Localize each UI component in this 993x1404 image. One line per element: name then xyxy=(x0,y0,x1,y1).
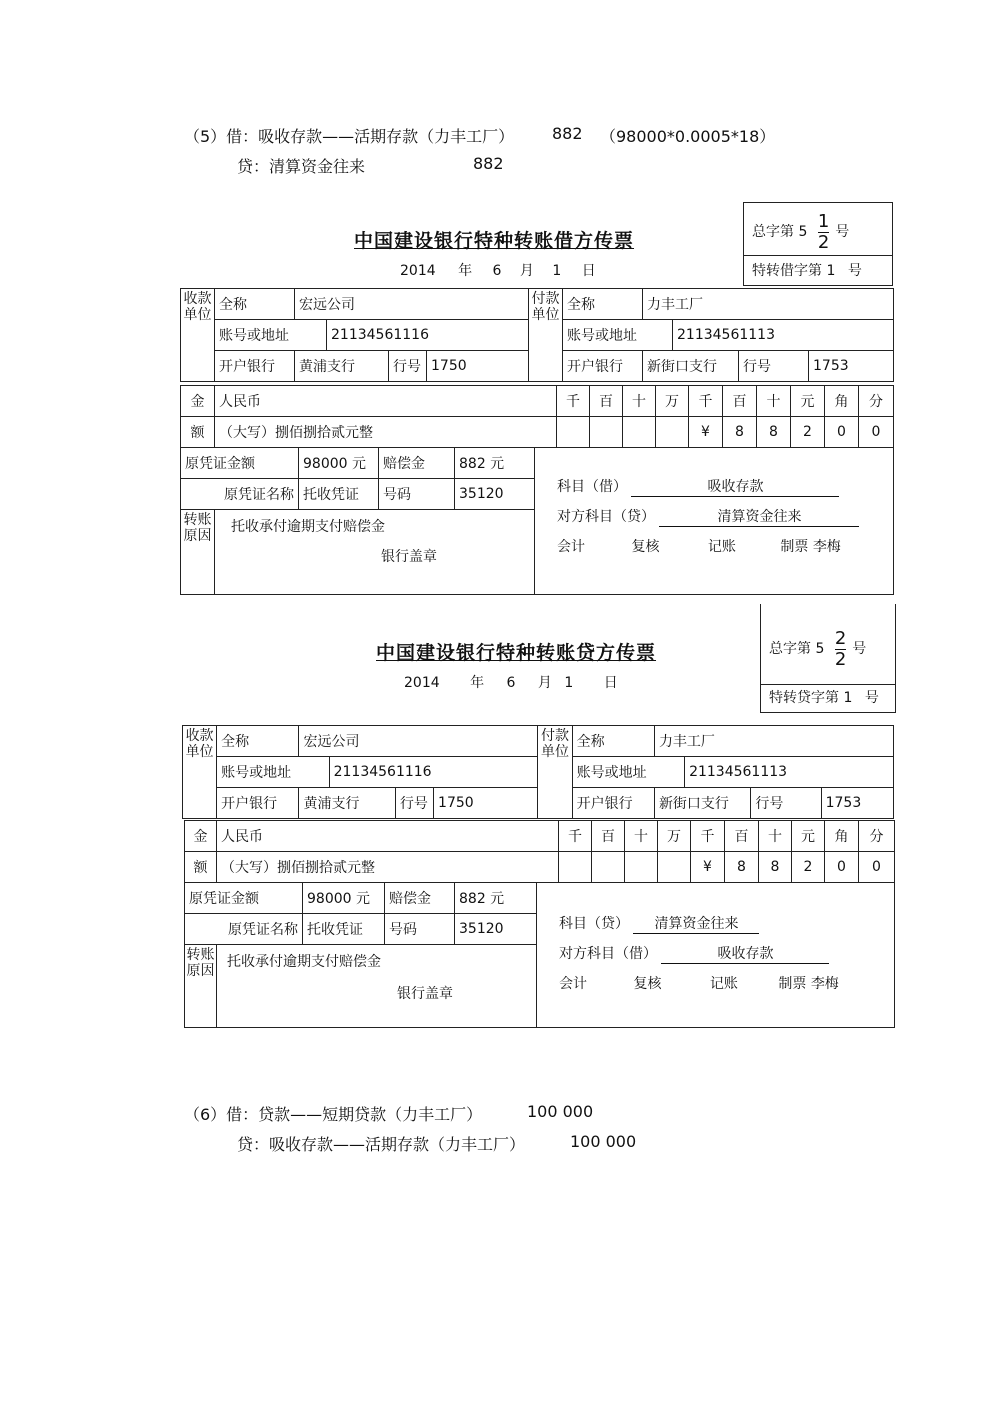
reason-block xyxy=(215,510,535,595)
amount-table xyxy=(184,820,895,883)
sign-maker: 制票 xyxy=(780,539,809,555)
digit-header: 千 xyxy=(557,386,590,417)
payee-bank-label: 开户银行 xyxy=(215,351,295,382)
sign-review: 复核 xyxy=(633,976,662,992)
payee-label: 收款单位 xyxy=(183,726,217,819)
digit-header: 百 xyxy=(723,386,757,417)
amount-label-2: 额 xyxy=(181,417,215,448)
payer-name: 力丰工厂 xyxy=(643,289,894,320)
orig-amount: 98000 元 xyxy=(299,448,379,479)
number-label: 号码 xyxy=(379,479,455,510)
digit-header: 千 xyxy=(559,821,592,852)
date-day: 1 xyxy=(564,675,574,691)
voucher-number-box xyxy=(760,604,896,713)
digit-value xyxy=(623,417,656,448)
compensation: 882 元 xyxy=(455,448,535,479)
payer-name: 力丰工厂 xyxy=(654,726,893,757)
payer-bank-label: 开户银行 xyxy=(563,351,643,382)
sign-bookkeeping: 记账 xyxy=(709,976,738,992)
reason: 托收承付逾期支付赔偿金 xyxy=(227,954,381,970)
orig-amount-label: 原凭证金额 xyxy=(185,883,303,914)
date-year: 2014 xyxy=(404,675,440,691)
orig-name-label: 原凭证名称 xyxy=(185,914,303,945)
digit-value: 8 xyxy=(759,852,792,883)
payee-bank-no-label: 行号 xyxy=(395,788,433,819)
digit-value: 0 xyxy=(825,417,859,448)
payee-name: 宏远公司 xyxy=(299,726,538,757)
voucher-date xyxy=(400,260,596,280)
payer-account: 21134561113 xyxy=(685,757,894,788)
payer-account-label: 账号或地址 xyxy=(563,320,673,351)
sign-review: 复核 xyxy=(631,539,660,555)
digit-value: 8 xyxy=(725,852,759,883)
digit-header: 万 xyxy=(658,821,691,852)
payee-bank-no: 1750 xyxy=(434,788,538,819)
sign-bookkeeping: 记账 xyxy=(707,539,736,555)
digit-header: 十 xyxy=(625,821,658,852)
entry5-debit-line: （5）借：吸收存款——活期存款（力丰工厂） xyxy=(184,127,515,146)
special-suffix: 号 xyxy=(864,690,879,706)
digit-header: 角 xyxy=(825,386,859,417)
payer-bank-no: 1753 xyxy=(821,788,893,819)
digit-value xyxy=(557,417,590,448)
digit-value xyxy=(658,852,691,883)
special-number xyxy=(761,684,895,712)
reason-label: 转账原因 xyxy=(185,945,217,1028)
party-table xyxy=(182,725,894,819)
compensation-label: 赔偿金 xyxy=(385,883,455,914)
payee-account: 21134561116 xyxy=(329,757,538,788)
subject: 清算资金往来 xyxy=(633,913,759,934)
digit-header: 角 xyxy=(825,821,859,852)
digit-value: 2 xyxy=(791,417,825,448)
sign-maker-name: 李梅 xyxy=(810,976,839,992)
entry5-credit-line: 贷：清算资金往来 xyxy=(237,157,366,176)
compensation-label: 赔偿金 xyxy=(379,448,455,479)
payee-name-label: 全称 xyxy=(217,726,299,757)
entry6-credit-amount: 100 000 xyxy=(570,1132,637,1151)
payer-name-label: 全称 xyxy=(572,726,654,757)
payer-account-label: 账号或地址 xyxy=(572,757,684,788)
payer-label: 付款单位 xyxy=(529,289,563,382)
subject: 吸收存款 xyxy=(631,476,839,497)
payer-bank-no-label: 行号 xyxy=(751,788,821,819)
date-year: 2014 xyxy=(400,263,436,279)
total-suffix: 号 xyxy=(852,641,867,657)
sign-maker: 制票 xyxy=(778,976,807,992)
date-month-label: 月 xyxy=(519,263,534,279)
payer-bank-no: 1753 xyxy=(809,351,894,382)
subject-label: 科目（借） xyxy=(557,479,627,495)
digit-value: 0 xyxy=(859,417,894,448)
entry6-debit-amount: 100 000 xyxy=(527,1102,594,1121)
digit-header: 分 xyxy=(859,386,894,417)
date-day: 1 xyxy=(552,263,562,279)
payer-bank: 新街口支行 xyxy=(643,351,739,382)
payee-name-label: 全称 xyxy=(215,289,295,320)
digit-header: 千 xyxy=(689,386,723,417)
payer-name-label: 全称 xyxy=(563,289,643,320)
payee-bank-no: 1750 xyxy=(427,351,529,382)
payee-bank-no-label: 行号 xyxy=(389,351,427,382)
payer-account: 21134561113 xyxy=(673,320,894,351)
digit-header: 千 xyxy=(691,821,725,852)
sign-accountant: 会计 xyxy=(559,976,587,992)
digit-header: 万 xyxy=(656,386,689,417)
bank-seal: 银行盖章 xyxy=(397,986,453,1002)
voucher-title: 中国建设银行特种转账借方传票 xyxy=(354,230,635,252)
date-year-label: 年 xyxy=(470,675,485,691)
amount-label-2: 额 xyxy=(185,852,217,883)
date-year-label: 年 xyxy=(458,263,473,279)
payee-name: 宏远公司 xyxy=(295,289,529,320)
special-num: 1 xyxy=(843,690,853,706)
total-suffix: 号 xyxy=(835,224,850,240)
total-fraction xyxy=(817,210,830,253)
voucher-number-box xyxy=(743,202,893,286)
counter: 清算资金往来 xyxy=(659,506,859,527)
special-number xyxy=(744,257,892,285)
date-month-label: 月 xyxy=(537,675,552,691)
fraction-top: 1 xyxy=(817,210,830,232)
orig-name: 托收凭证 xyxy=(303,914,385,945)
payer-label: 付款单位 xyxy=(538,726,572,819)
sign-accountant: 会计 xyxy=(557,539,585,555)
amount-label-1: 金 xyxy=(181,386,215,417)
payee-bank: 黄浦支行 xyxy=(299,788,395,819)
date-month: 6 xyxy=(506,675,516,691)
total-prefix: 总字第 xyxy=(752,224,794,240)
amount-table xyxy=(180,385,894,448)
party-table xyxy=(180,288,894,382)
digit-value xyxy=(656,417,689,448)
digit-header: 十 xyxy=(759,821,792,852)
voucher-date xyxy=(404,672,618,692)
payee-bank: 黄浦支行 xyxy=(295,351,389,382)
digit-value: ¥ xyxy=(689,417,723,448)
digit-header: 百 xyxy=(592,821,625,852)
total-prefix: 总字第 xyxy=(769,641,811,657)
entry5-debit-formula: （98000*0.0005*18） xyxy=(600,127,776,146)
total-num: 5 xyxy=(815,641,825,657)
digit-value xyxy=(592,852,625,883)
fraction-top: 2 xyxy=(834,627,847,649)
digit-value: 8 xyxy=(757,417,791,448)
date-day-label: 日 xyxy=(581,263,596,279)
entry5-debit-amount: 882 xyxy=(552,124,583,143)
fraction-bottom: 2 xyxy=(817,231,830,253)
digit-header: 百 xyxy=(725,821,759,852)
bank-seal: 银行盖章 xyxy=(381,549,437,565)
digit-header: 十 xyxy=(757,386,791,417)
digit-header: 元 xyxy=(791,386,825,417)
total-fraction xyxy=(834,627,847,670)
payee-account: 21134561116 xyxy=(327,320,529,351)
reason-label: 转账原因 xyxy=(181,510,215,595)
counter: 吸收存款 xyxy=(661,943,829,964)
digit-value: 2 xyxy=(792,852,825,883)
date-day-label: 日 xyxy=(603,675,618,691)
digit-value: ¥ xyxy=(691,852,725,883)
orig-amount: 98000 元 xyxy=(303,883,385,914)
digit-value xyxy=(625,852,658,883)
number: 35120 xyxy=(455,479,535,510)
total-num: 5 xyxy=(798,224,808,240)
orig-amount-label: 原凭证金额 xyxy=(181,448,299,479)
fraction-bottom: 2 xyxy=(834,648,847,670)
detail-table xyxy=(184,882,895,1028)
digit-value xyxy=(559,852,592,883)
total-number xyxy=(761,614,895,685)
subject-label: 科目（贷） xyxy=(559,916,629,932)
amount-label-1: 金 xyxy=(185,821,217,852)
sign-maker-name: 李梅 xyxy=(812,539,841,555)
subject-block xyxy=(535,448,894,595)
orig-name: 托收凭证 xyxy=(299,479,379,510)
subject-block xyxy=(537,883,895,1028)
currency: 人民币 xyxy=(215,386,557,417)
number-label: 号码 xyxy=(385,914,455,945)
detail-table xyxy=(180,447,894,595)
counter-label: 对方科目（借） xyxy=(559,946,657,962)
entry6-credit-line: 贷：吸收存款——活期存款（力丰工厂） xyxy=(237,1135,526,1154)
total-number xyxy=(744,209,892,256)
digit-value: 0 xyxy=(859,852,895,883)
amount-words: （大写）捌佰捌拾贰元整 xyxy=(217,852,559,883)
special-label: 特转贷字第 xyxy=(769,690,839,706)
amount-words: （大写）捌佰捌拾贰元整 xyxy=(215,417,557,448)
payer-bank-label: 开户银行 xyxy=(572,788,654,819)
date-month: 6 xyxy=(492,263,502,279)
digit-value: 8 xyxy=(723,417,757,448)
counter-label: 对方科目（贷） xyxy=(557,509,655,525)
digit-header: 元 xyxy=(792,821,825,852)
payee-bank-label: 开户银行 xyxy=(217,788,299,819)
digit-value: 0 xyxy=(825,852,859,883)
special-label: 特转借字第 xyxy=(752,263,822,279)
compensation: 882 元 xyxy=(455,883,537,914)
payer-bank-no-label: 行号 xyxy=(739,351,809,382)
payee-label: 收款单位 xyxy=(181,289,215,382)
special-suffix: 号 xyxy=(847,263,862,279)
voucher-title: 中国建设银行特种转账贷方传票 xyxy=(376,642,657,664)
payee-account-label: 账号或地址 xyxy=(215,320,327,351)
entry6-debit-line: （6）借：贷款——短期贷款（力丰工厂） xyxy=(184,1105,483,1124)
payer-bank: 新街口支行 xyxy=(654,788,750,819)
orig-name-label: 原凭证名称 xyxy=(181,479,299,510)
special-num: 1 xyxy=(826,263,836,279)
payee-account-label: 账号或地址 xyxy=(217,757,329,788)
number: 35120 xyxy=(455,914,537,945)
digit-header: 分 xyxy=(859,821,895,852)
currency: 人民币 xyxy=(217,821,559,852)
digit-value xyxy=(590,417,623,448)
digit-header: 百 xyxy=(590,386,623,417)
digit-header: 十 xyxy=(623,386,656,417)
reason-block xyxy=(217,945,537,1028)
reason: 托收承付逾期支付赔偿金 xyxy=(231,519,385,535)
entry5-credit-amount: 882 xyxy=(473,154,504,173)
